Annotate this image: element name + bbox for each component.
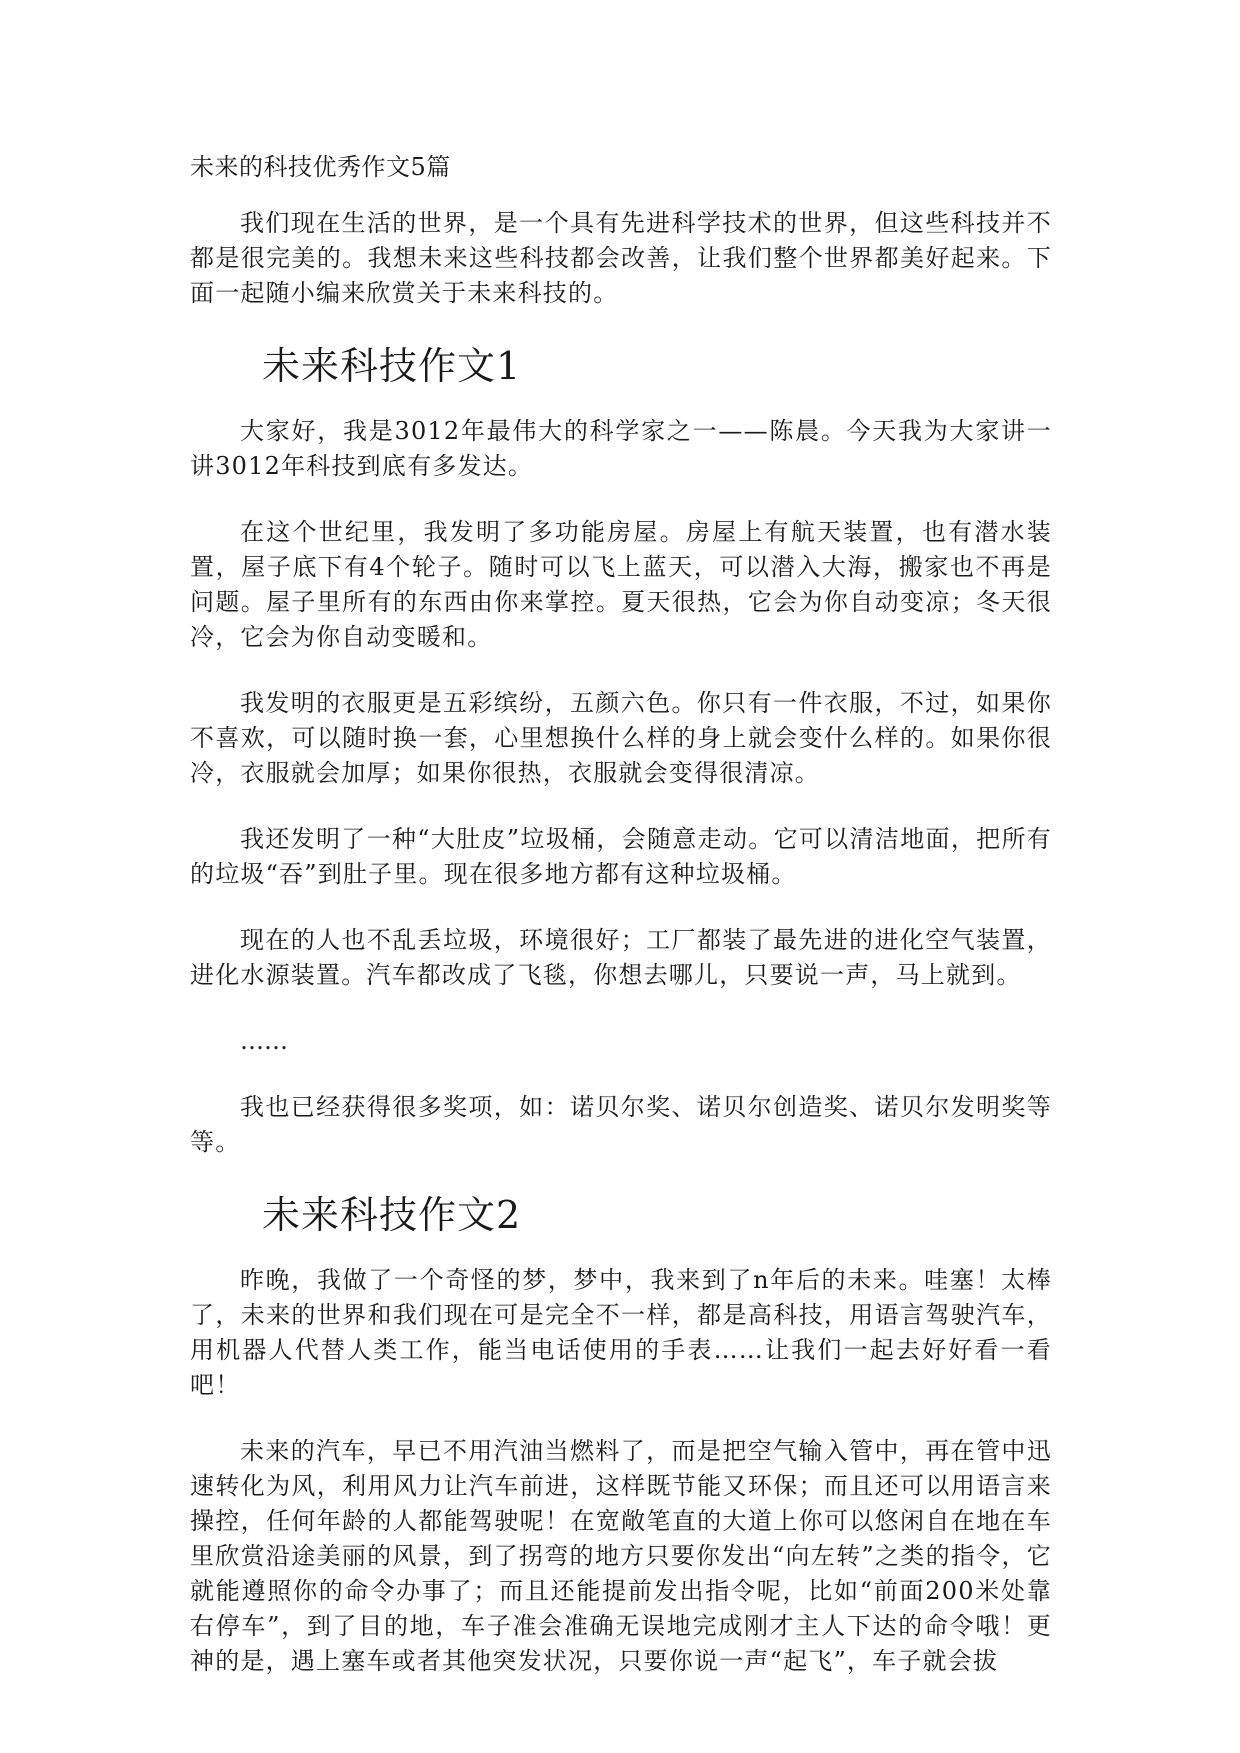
section-1-paragraph-6: 我也已经获得很多奖项，如：诺贝尔奖、诺贝尔创造奖、诺贝尔发明奖等等。: [190, 1093, 1052, 1156]
section-1-paragraph-5: 现在的人也不乱丢垃圾，环境很好；工厂都装了最先进的进化空气装置，进化水源装置。汽车都改成了飞毯，你想去哪儿，只要说一声，马上就到。: [190, 926, 1052, 989]
section-1-paragraph-3: 我发明的衣服更是五彩缤纷，五颜六色。你只有一件衣服，不过，如果你不喜欢，可以随时换一套，心里想换什么样的身上就会变什么样的。如果你很冷，衣服就会加厚；如果你很热，衣服就会变得很清凉。: [190, 689, 1052, 787]
section-1-paragraph-2: 在这个世纪里，我发明了多功能房屋。房屋上有航天装置，也有潜水装置，屋子底下有4个轮子。随时可以飞上蓝天，可以潜入大海，搬家也不再是问题。屋子里所有的东西由你来掌控。夏天很热，它会为你自动变凉；冬天很冷，它会为你自动变暖和。: [190, 518, 1052, 651]
section-2-paragraph-2: 未来的汽车，早已不用汽油当燃料了，而是把空气输入管中，再在管中迅速转化为风，利用风力让汽车前进，这样既节能又环保；而且还可以用语言来操控，任何年龄的人都能驾驶呢！在宽敞笔直的大道上你可以悠闲自在地在车里欣赏沿途美丽的风景，到了拐弯的地方只要你发出“向左转”之类的指令，它就能遵照你的命令办事了；而且还能提前发出指令呢，比如“前面200米处靠右停车”，到了目的地，车子准会准确无误地完成刚才主人下达的命令哦！更神的是，遇上塞车或者其他突发状况，只要你说一声“起飞”，车子就会拔: [190, 1437, 1052, 1675]
section-1-ellipsis: ……: [240, 1027, 288, 1055]
section-1-paragraph-1: 大家好，我是3012年最伟大的科学家之一——陈晨。今天我为大家讲一讲3012年科技到底有多发达。: [190, 417, 1052, 480]
document-title: 未来的科技优秀作文5篇: [190, 153, 451, 181]
section-heading-2: 未来科技作文2: [262, 1193, 522, 1237]
intro-paragraph: 我们现在生活的世界，是一个具有先进科学技术的世界，但这些科技并不都是很完美的。我想未来这些科技都会改善，让我们整个世界都美好起来。下面一起随小编来欣赏关于未来科技的。: [190, 209, 1052, 307]
section-1-paragraph-4: 我还发明了一种“大肚皮”垃圾桶，会随意走动。它可以清洁地面，把所有的垃圾“吞”到肚子里。现在很多地方都有这种垃圾桶。: [190, 825, 1052, 888]
document-body: [190, 150, 1052, 1710]
section-heading-1: 未来科技作文1: [262, 344, 522, 388]
section-2-paragraph-1: 昨晚，我做了一个奇怪的梦，梦中，我来到了n年后的未来。哇塞！太棒了，未来的世界和我们现在可是完全不一样，都是高科技，用语言驾驶汽车，用机器人代替人类工作，能当电话使用的手表……让我们一起去好好看一看吧！: [190, 1266, 1052, 1399]
